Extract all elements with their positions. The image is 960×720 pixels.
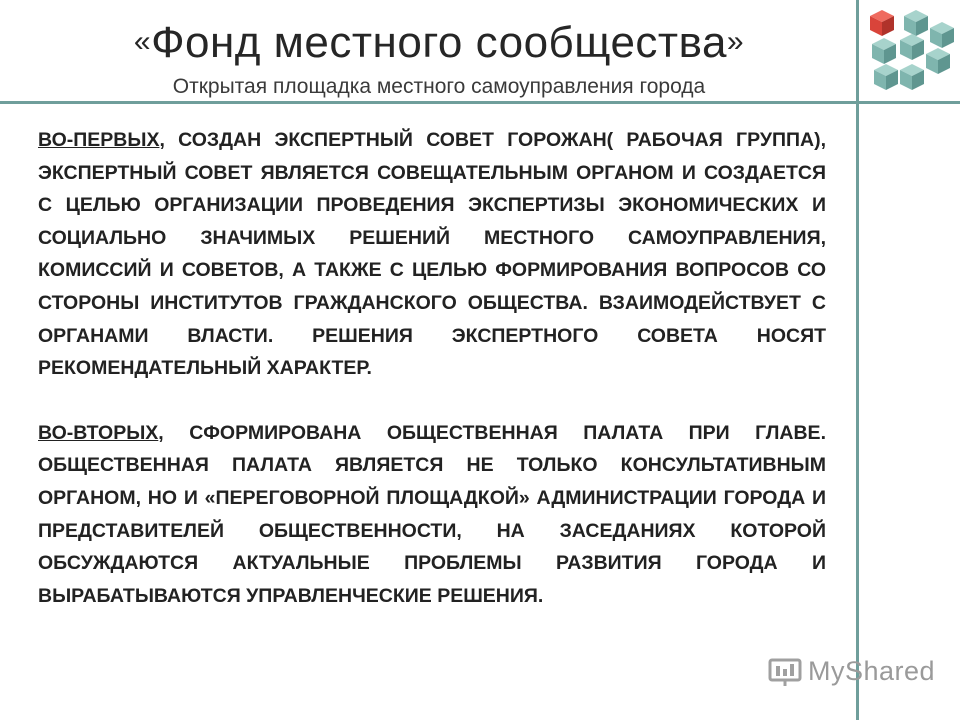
slide-body [38,124,826,612]
title-text: Фонд местного сообщества [151,18,727,67]
watermark-text: MyShared [808,656,936,686]
paragraph-second-text: , СФОРМИРОВАНА ОБЩЕСТВЕННАЯ ПАЛАТА ПРИ ГЛАВЕ. ОБЩЕСТВЕННАЯ ПАЛАТА ЯВЛЯЕТСЯ НЕ ТОЛЬКО КОНСУЛЬТАТИВНЫМ ОРГАНОМ, НО И «ПЕРЕГОВОРНОЙ ПЛОЩАДКОЙ» АДМИНИСТРАЦИИ ГОРОДА И ПРЕДСТАВИТЕЛЕЙ ОБЩЕСТВЕННОСТИ, НА ЗАСЕДАНИЯХ КОТОРОЙ ОБСУЖДАЮТСЯ АКТУАЛЬНЫЕ ПРОБЛЕМЫ РАЗВИТИЯ ГОРОДА И ВЫРАБАТЫВАЮТСЯ УПРАВЛЕНЧЕСКИЕ РЕШЕНИЯ. [38,421,826,607]
title-open-quote: « [133,25,152,58]
vertical-rule [856,0,859,720]
horizontal-rule [0,101,960,104]
presentation-icon [768,658,802,688]
watermark [768,656,948,692]
title-close-quote: » [726,25,745,58]
paragraph-first-text: , СОЗДАН ЭКСПЕРТНЫЙ СОВЕТ ГОРОЖАН( РАБОЧАЯ ГРУППА), ЭКСПЕРТНЫЙ СОВЕТ ЯВЛЯЕТСЯ СОВЕЩАТЕЛЬНЫМ ОРГАНОМ И СОЗДАЕТСЯ С ЦЕЛЬЮ ОРГАНИЗАЦИИ ПРОВЕДЕНИЯ ЭКСПЕРТИЗЫ ЭКОНОМИЧЕСКИХ И СОЦИАЛЬНО ЗНАЧИМЫХ РЕШЕНИЙ МЕСТНОГО САМОУПРАВЛЕНИЯ, КОМИССИЙ И СОВЕТОВ, А ТАКЖЕ С ЦЕЛЬЮ ФОРМИРОВАНИЯ ВОПРОСОВ СО СТОРОНЫ ИНСТИТУТОВ ГРАЖДАНСКОГО ОБЩЕСТВА. ВЗАИМОДЕЙСТВУЕТ С ОРГАНАМИ ВЛАСТИ. РЕШЕНИЯ ЭКСПЕРТНОГО СОВЕТА НОСЯТ РЕКОМЕНДАТЕЛЬНЫЙ ХАРАКТЕР. [38,129,826,380]
paragraph-first [38,124,826,385]
paragraph-first-lead: ВО-ПЕРВЫХ [38,129,160,151]
cubes-logo-icon [866,8,960,96]
slide-title [0,18,878,68]
paragraph-second [38,417,826,613]
slide-subtitle: Открытая площадка местного самоуправления города [172,75,706,98]
paragraph-second-lead: ВО-ВТОРЫХ [38,421,159,444]
